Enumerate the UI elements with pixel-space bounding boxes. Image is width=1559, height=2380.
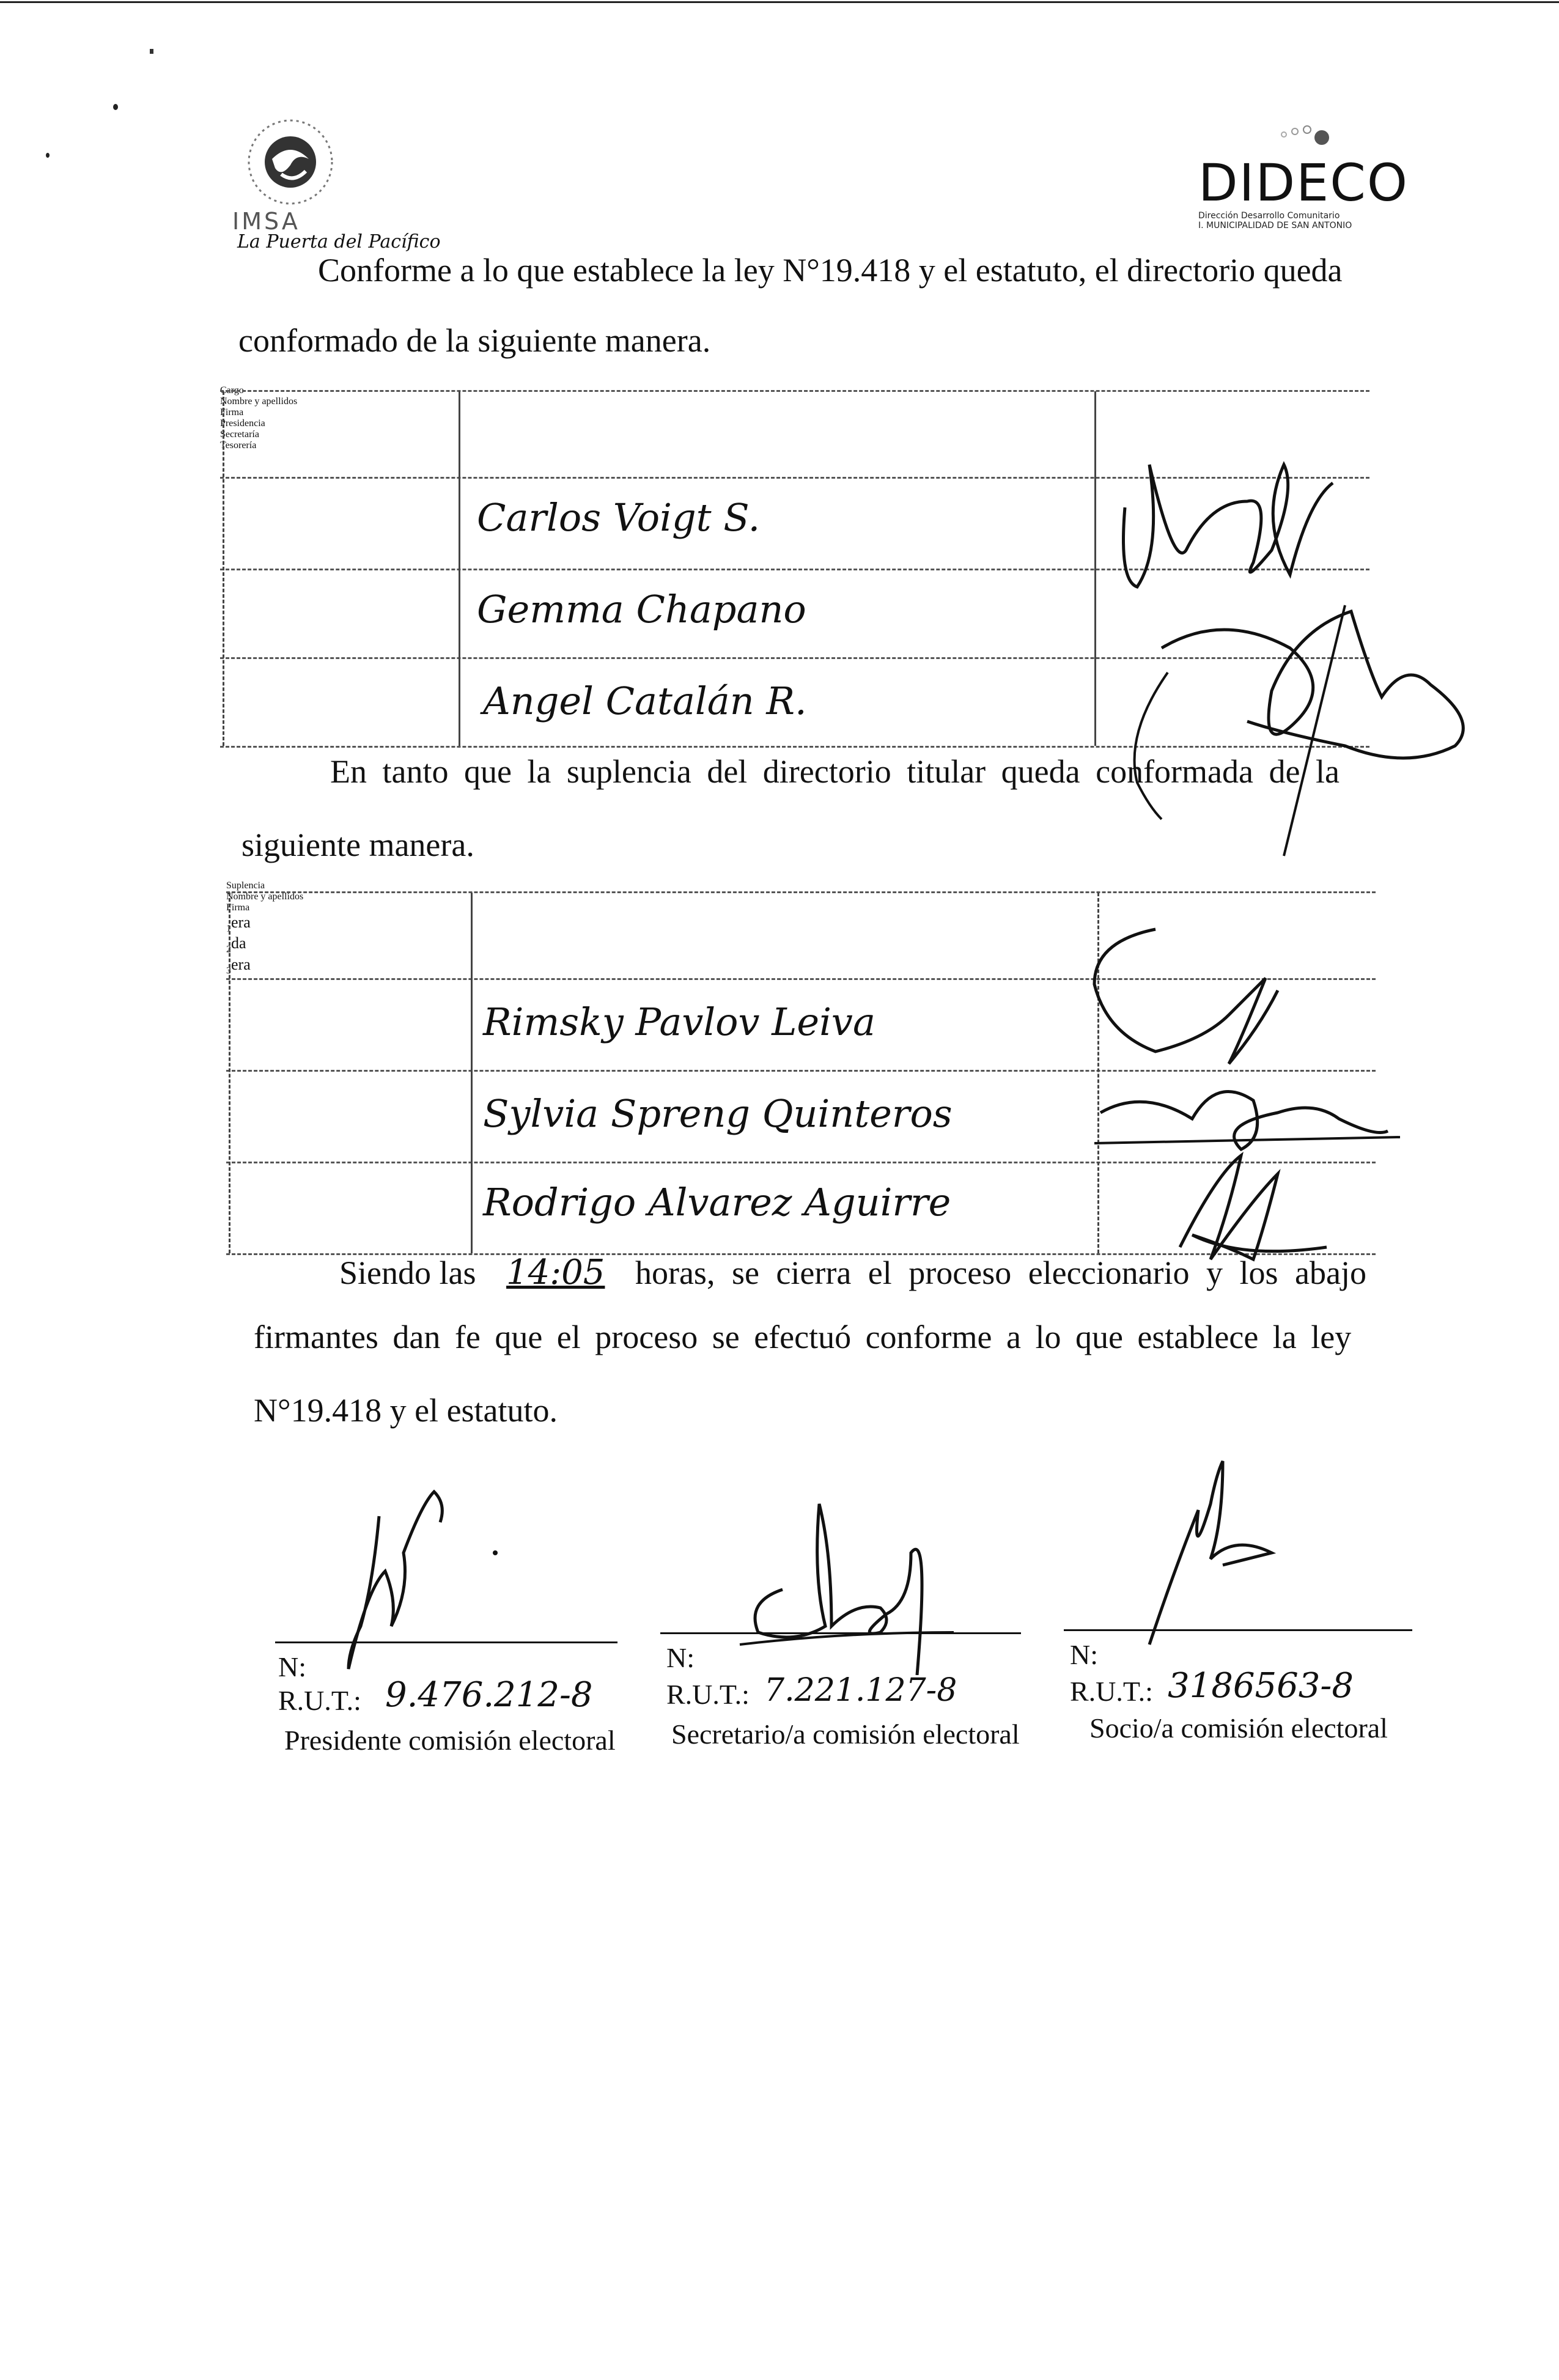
- row-nombre-presidencia: Carlos Voigt S.: [477, 495, 761, 540]
- row-cargo-tesoreria: Tesorería: [220, 440, 257, 451]
- closing-time: 14:05: [506, 1253, 605, 1292]
- middle-line-1: [330, 755, 1357, 788]
- header-suplencia: Suplencia: [226, 880, 265, 891]
- ordinal-number: 2: [226, 944, 231, 955]
- rut-value: 3186563-8: [1168, 1666, 1354, 1706]
- top-border: [0, 1, 1559, 3]
- rut-value: 7.221.127-8: [764, 1672, 957, 1709]
- scan-speck: [46, 153, 50, 158]
- signature-secretario: [660, 1467, 1027, 1773]
- scan-speck: [150, 49, 153, 54]
- header-nombre: Nombre y apellidos: [220, 396, 298, 407]
- header-nombre-suplencia: Nombre y apellidos: [226, 891, 304, 902]
- signature-line: [275, 1641, 617, 1643]
- imsa-logo: [202, 116, 441, 257]
- scan-speck: [113, 104, 118, 110]
- ordinal-suffix: era: [231, 913, 251, 931]
- dideco-sub-line-2: I. MUNICIPALIDAD DE SAN ANTONIO: [1198, 221, 1352, 230]
- row-cargo-secretaria: Secretaría: [220, 429, 259, 440]
- table-rule: [471, 893, 473, 1253]
- dideco-logo-sub: [1198, 211, 1352, 230]
- middle-line-1-text: En tanto que la suplencia del directorio titular queda conformada de la: [330, 753, 1340, 790]
- row-cargo-presidencia: Presidencia: [220, 418, 265, 429]
- closing-line-2: firmantes dan fe que el proceso se efectuó conforme a lo que establece la ley: [254, 1319, 1352, 1355]
- table-rule: [223, 391, 224, 746]
- socio-signature-icon: [1100, 1449, 1296, 1651]
- row-nombre-secretaria: Gemma Chapano: [477, 587, 806, 632]
- closing-post: horas, se cierra el proceso eleccionario y los abajo: [635, 1254, 1366, 1291]
- intro-line-1: Conforme a lo que establece la ley N°19.418 y el estatuto, el directorio queda: [318, 252, 1343, 289]
- row-nombre-2: Sylvia Spreng Quinteros: [483, 1091, 953, 1136]
- n-label: N:: [278, 1651, 306, 1682]
- imsa-logo-mark: IMSA: [232, 208, 300, 235]
- row-ordinal-1: [226, 913, 452, 934]
- header-firma: Firma: [220, 407, 244, 418]
- closing-pre: Siendo las: [339, 1254, 476, 1291]
- table-rule: [226, 891, 1376, 893]
- n-label: N:: [666, 1642, 695, 1673]
- ordinal-number: 1: [226, 923, 231, 934]
- directorio-signatures-icon: [1088, 428, 1553, 868]
- presidente-signature-icon: [312, 1467, 507, 1675]
- dideco-logo: [1186, 116, 1409, 230]
- intro-line-2: conformado de la siguiente manera.: [238, 322, 711, 359]
- dideco-sub-line-1: Dirección Desarrollo Comunitario: [1198, 211, 1340, 221]
- header-firma-suplencia: Firma: [226, 902, 250, 913]
- rut-label: R.U.T.:: [1070, 1676, 1153, 1707]
- rut-value: 9.476.212-8: [385, 1675, 593, 1715]
- role-label: Secretario/a comisión electoral: [671, 1719, 1020, 1750]
- ordinal-suffix: era: [231, 955, 251, 973]
- secretario-signature-icon: [734, 1492, 966, 1675]
- ordinal-number: 3: [226, 965, 231, 976]
- role-label: Socio/a comisión electoral: [1089, 1712, 1388, 1744]
- signature-presidente: [275, 1467, 617, 1773]
- closing-line-3: N°19.418 y el estatuto.: [254, 1392, 558, 1429]
- dideco-dots-icon: [1278, 116, 1333, 153]
- role-label: Presidente comisión electoral: [284, 1725, 616, 1756]
- table-rule: [220, 390, 1369, 392]
- imsa-logo-caption: La Puerta del Pacífico: [237, 231, 441, 252]
- row-ordinal-3: [226, 956, 452, 976]
- row-ordinal-2: [226, 934, 452, 955]
- row-nombre-tesoreria: Angel Catalán R.: [483, 679, 807, 723]
- closing-line-1: [339, 1253, 1366, 1292]
- row-nombre-3: Rodrigo Alvarez Aguirre: [483, 1180, 951, 1225]
- signature-line: [1064, 1629, 1412, 1631]
- header-cargo: Cargo: [220, 385, 244, 396]
- middle-line-2: siguiente manera.: [241, 827, 474, 863]
- table-rule: [229, 893, 230, 1253]
- ordinal-suffix: da: [231, 934, 246, 952]
- imsa-emblem-icon: [238, 116, 342, 208]
- suplencia-signatures-icon: [1082, 917, 1424, 1284]
- rut-label: R.U.T.:: [278, 1685, 361, 1716]
- signature-socio: [1064, 1449, 1418, 1755]
- signature-line: [660, 1632, 1021, 1634]
- row-nombre-1: Rimsky Pavlov Leiva: [483, 1000, 875, 1044]
- rut-label: R.U.T.:: [666, 1679, 750, 1710]
- n-label: N:: [1070, 1639, 1098, 1670]
- table-rule: [459, 391, 460, 746]
- dideco-logo-name: DIDECO: [1198, 153, 1409, 213]
